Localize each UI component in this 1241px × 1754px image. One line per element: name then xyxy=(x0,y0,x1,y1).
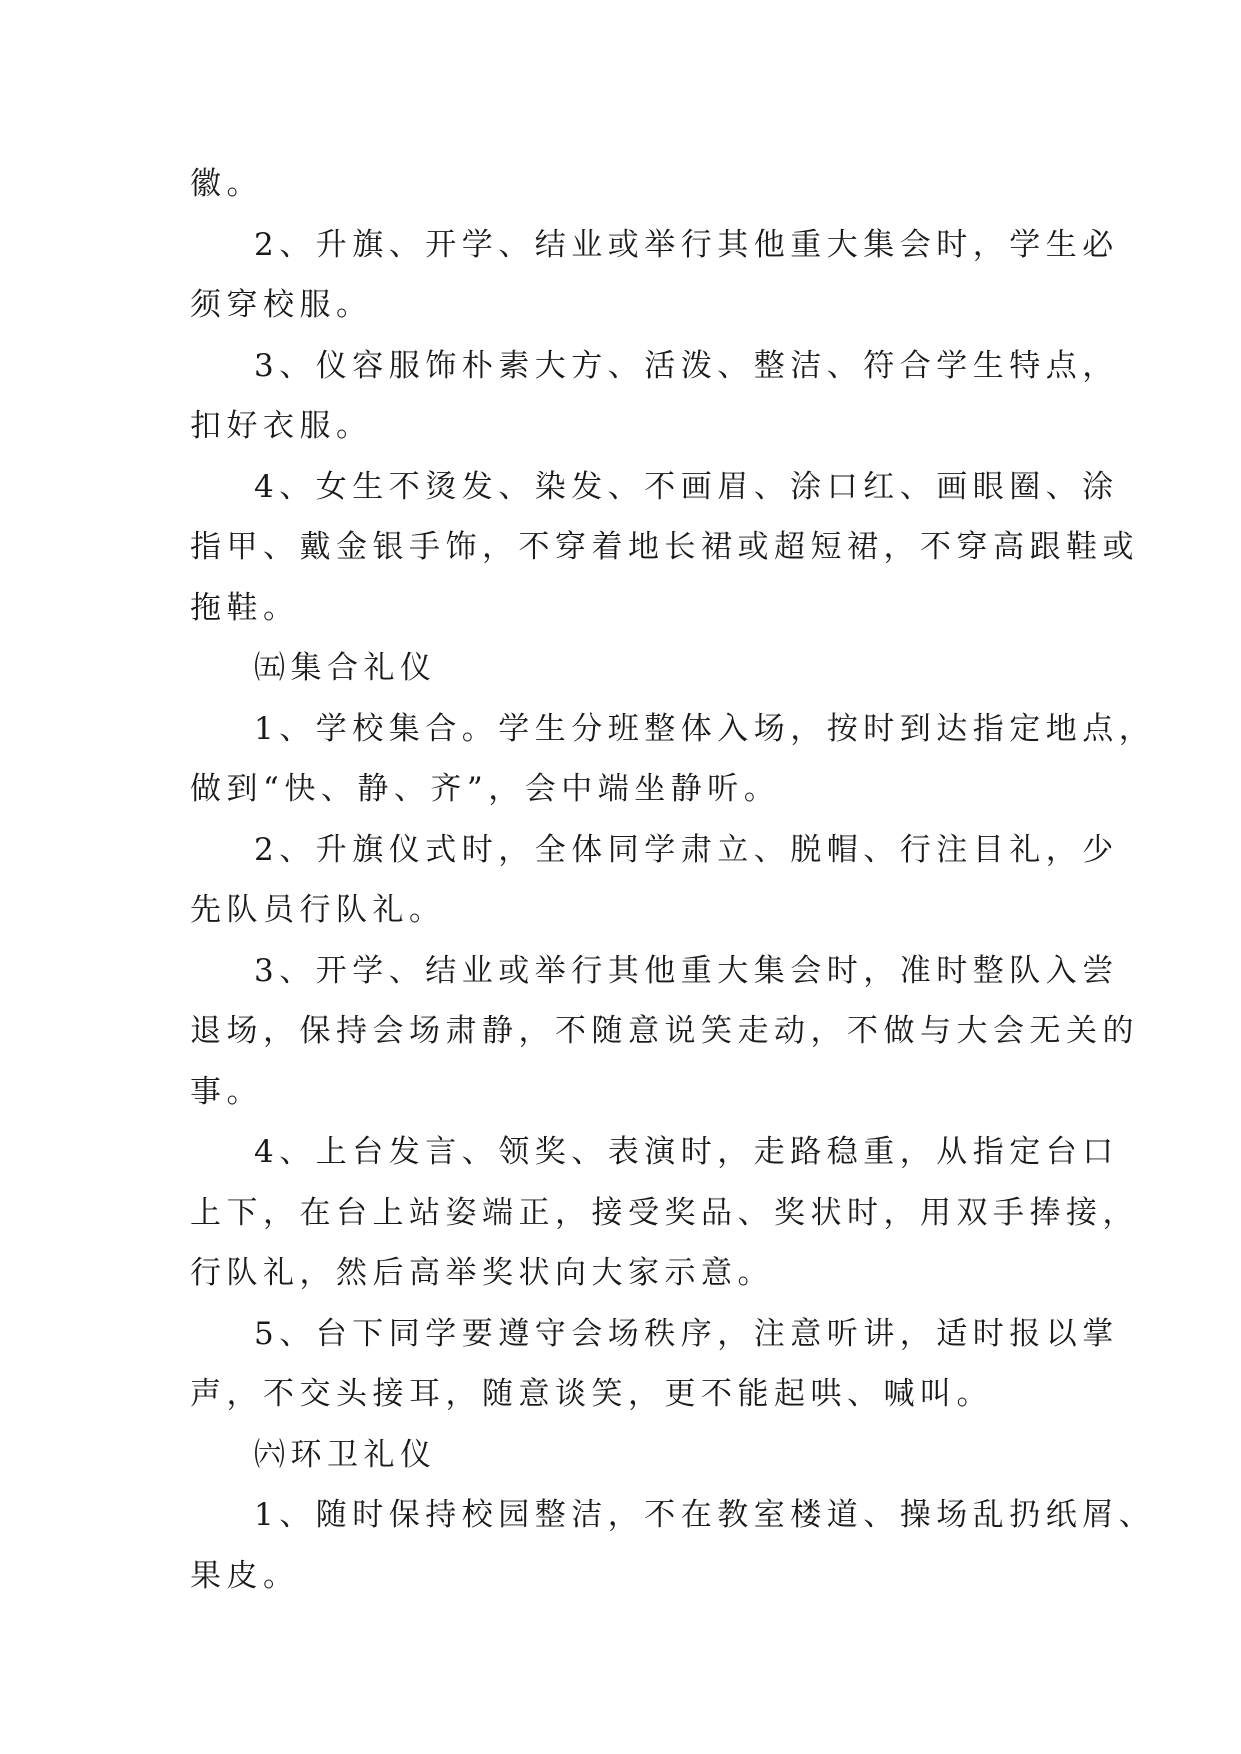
text-line: 2、升旗仪式时，全体同学肃立、脱帽、行注目礼，少 xyxy=(254,831,1119,868)
text-line: 果皮。 xyxy=(190,1557,300,1594)
text-line: 指甲、戴金银手饰，不穿着地长裙或超短裙，不穿高跟鞋或 xyxy=(190,529,1139,565)
text-line: 做到“快、静、齐”，会中端坐静听。 xyxy=(190,771,781,807)
text-line: 1、学校集合。学生分班整体入场，按时到达指定地点， xyxy=(254,710,1156,747)
text-line: 徽。 xyxy=(190,166,263,202)
text-line: 退场，保持会场肃静，不随意说笑走动，不做与大会无关的 xyxy=(190,1013,1139,1049)
text-line: 上下，在台上站姿端正，接受奖品、奖状时，用双手捧接， xyxy=(190,1194,1139,1231)
text-line: 3、仪容服饰朴素大方、活泼、整洁、符合学生特点， xyxy=(254,347,1119,384)
text-line: 拖鞋。 xyxy=(190,589,300,626)
text-line: 2、升旗、开学、结业或举行其他重大集会时，学生必 xyxy=(254,226,1119,263)
text-line: 扣好衣服。 xyxy=(190,408,373,444)
text-line: 4、上台发言、领奖、表演时，走路稳重，从指定台口 xyxy=(254,1134,1119,1170)
text-line: 声，不交头接耳，随意谈笑，更不能起哄、喊叫。 xyxy=(190,1376,993,1412)
text-line: 须穿校服。 xyxy=(190,287,373,323)
text-line: 先队员行队礼。 xyxy=(190,892,446,928)
text-line: ㈤集合礼仪 xyxy=(254,650,437,686)
text-line: 行队礼，然后高举奖状向大家示意。 xyxy=(190,1255,774,1291)
text-line: 5、台下同学要遵守会场秩序，注意听讲，适时报以掌 xyxy=(254,1315,1119,1352)
document-body xyxy=(190,154,1156,1606)
text-line: ㈥环卫礼仪 xyxy=(254,1436,437,1473)
text-line: 1、随时保持校园整洁，不在教室楼道、操场乱扔纸屑、 xyxy=(254,1497,1156,1533)
text-line: 3、开学、结业或举行其他重大集会时，准时整队入尝 xyxy=(254,952,1119,989)
text-line: 4、女生不烫发、染发、不画眉、涂口红、画眼圈、涂 xyxy=(254,468,1119,505)
text-line: 事。 xyxy=(190,1073,263,1110)
